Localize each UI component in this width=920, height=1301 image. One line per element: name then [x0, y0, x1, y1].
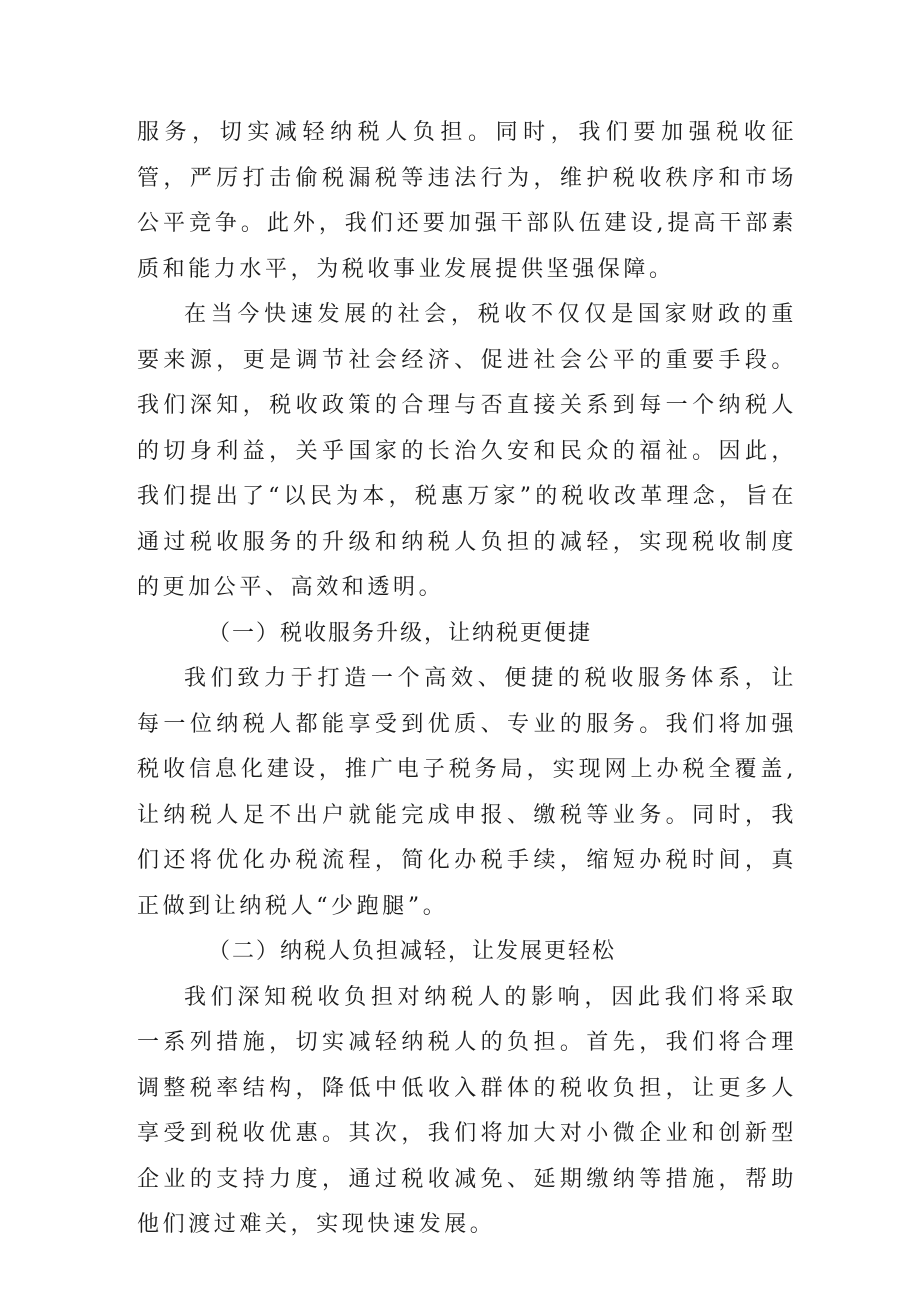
section-heading-2: （二）纳税人负担减轻，让发展更轻松 — [208, 939, 617, 964]
document-body — [137, 110, 797, 1248]
paragraph-service-upgrade: 我们致力于打造一个高效、便捷的税收服务体系，让每一位纳税人都能享受到优质、专业的服务。我们将加强税收信息化建设，推广电子税务局，实现网上办税全覆盖,让纳税人足不出户就能完成申报、缴税等业务。同时，我们还将优化办税流程，简化办税手续，缩短办税时间，真正做到让纳税人“少跑腿”。 — [137, 666, 797, 919]
paragraph-intro: 在当今快速发展的社会，税收不仅仅是国家财政的重要来源，更是调节社会经济、促进社会公平的重要手段。我们深知，税收政策的合理与否直接关系到每一个纳税人的切身利益，关乎国家的长治久安和民众的福祉。因此，我们提出了“以民为本，税惠万家”的税收改革理念，旨在通过税收服务的升级和纳税人负担的减轻，实现税收制度的更加公平、高效和透明。 — [137, 302, 797, 600]
paragraph-continuation: 服务，切实减轻纳税人负担。同时，我们要加强税收征管，严厉打击偷税漏税等违法行为，维护税收秩序和市场公平竞争。此外，我们还要加强干部队伍建设,提高干部素质和能力水平，为税收事业发展提供坚强保障。 — [137, 120, 797, 282]
paragraph-burden-reduction: 我们深知税收负担对纳税人的影响，因此我们将采取一系列措施，切实减轻纳税人的负担。首先，我们将合理调整税率结构，降低中低收入群体的税收负担，让更多人享受到税收优惠。其次，我们将加大对小微企业和创新型企业的支持力度，通过税收减免、延期缴纳等措施，帮助他们渡过难关，实现快速发展。 — [137, 984, 797, 1237]
section-heading-1: （一）税收服务升级，让纳税更便捷 — [208, 620, 593, 646]
